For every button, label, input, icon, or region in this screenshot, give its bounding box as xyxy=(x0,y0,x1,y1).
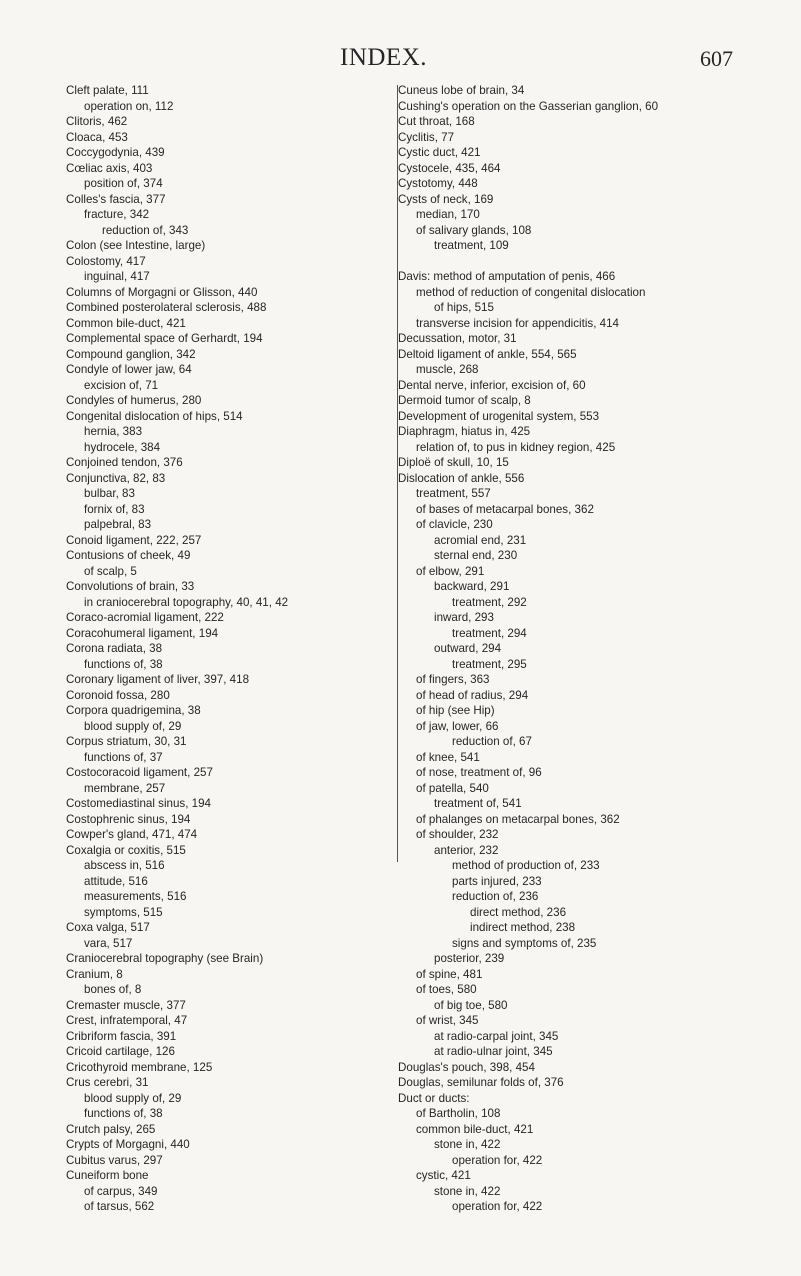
index-entry: of head of radius, 294 xyxy=(416,688,529,702)
index-entry: Dental nerve, inferior, excision of, 60 xyxy=(398,378,586,392)
index-entry: outward, 294 xyxy=(434,642,502,655)
index-entry: fornix of, 83 xyxy=(84,502,145,516)
index-entry: Cut throat, 168 xyxy=(398,115,475,128)
index-entry: Colon (see Intestine, large) xyxy=(66,239,206,252)
index-entry: Corpus striatum, 30, 31 xyxy=(66,735,187,748)
index-entry: fracture, 342 xyxy=(84,208,150,221)
index-entry: reduction of, 67 xyxy=(452,735,532,748)
index-entry: Crypts of Morgagni, 440 xyxy=(66,1138,190,1151)
index-entry: operation on, 112 xyxy=(84,99,174,113)
index-entry: position of, 374 xyxy=(84,177,163,190)
index-entry: of Bartholin, 108 xyxy=(416,1107,501,1120)
index-entry: Dislocation of ankle, 556 xyxy=(398,471,525,485)
index-entry: operation for, 422 xyxy=(452,1200,543,1213)
index-entry: Crus cerebri, 31 xyxy=(66,1076,149,1089)
index-entry: in craniocerebral topography, 40, 41, 42 xyxy=(84,595,289,609)
index-entry: Costomediastinal sinus, 194 xyxy=(66,797,212,810)
index-entry: membrane, 257 xyxy=(84,781,166,795)
index-entry: Development of urogenital system, 553 xyxy=(398,409,600,423)
index-entry: Cystic duct, 421 xyxy=(398,146,481,159)
index-entry: Corpora quadrigemina, 38 xyxy=(66,704,201,717)
index-entry: Cloaca, 453 xyxy=(66,130,128,144)
index-entry: Cyclitis, 77 xyxy=(398,130,455,144)
index-entry: at radio-carpal joint, 345 xyxy=(434,1029,559,1043)
index-entry: Douglas, semilunar folds of, 376 xyxy=(398,1076,564,1089)
index-entry: Cleft palate, 111 xyxy=(66,84,149,97)
index-entry: bones of, 8 xyxy=(84,983,142,996)
index-entry: of patella, 540 xyxy=(416,781,489,795)
index-entry: blood supply of, 29 xyxy=(84,1091,182,1105)
page-header xyxy=(0,44,801,74)
index-entry: Cremaster muscle, 377 xyxy=(66,998,186,1012)
index-entry: of wrist, 345 xyxy=(416,1014,479,1027)
index-entry: Cystocele, 435, 464 xyxy=(398,161,501,175)
index-entry: Combined posterolateral sclerosis, 488 xyxy=(66,301,267,314)
index-entry: Crutch palsy, 265 xyxy=(66,1122,156,1136)
index-entry: attitude, 516 xyxy=(84,874,148,888)
page-title: INDEX. xyxy=(340,44,428,71)
index-entry: signs and symptoms of, 235 xyxy=(452,936,597,950)
index-entry: Cranium, 8 xyxy=(66,967,123,981)
index-column-left xyxy=(66,83,396,1215)
index-entry: of nose, treatment of, 96 xyxy=(416,766,542,779)
index-column-right xyxy=(398,83,798,1215)
index-entry: method of production of, 233 xyxy=(452,859,600,872)
index-entry: Cœliac axis, 403 xyxy=(66,161,153,175)
index-entry: common bile-duct, 421 xyxy=(416,1122,534,1136)
index-entry: relation of, to pus in kidney region, 425 xyxy=(416,440,616,454)
index-entry: Cushing's operation on the Gasserian ganglion, 60 xyxy=(398,99,659,113)
index-entry: vara, 517 xyxy=(84,936,133,950)
index-entry: Congenital dislocation of hips, 514 xyxy=(66,409,243,423)
index-entry: of spine, 481 xyxy=(416,967,483,981)
index-entry: of phalanges on metacarpal bones, 362 xyxy=(416,812,620,826)
index-entry: treatment, 109 xyxy=(434,239,509,252)
index-entry: stone in, 422 xyxy=(434,1184,501,1198)
index-entry: Complemental space of Gerhardt, 194 xyxy=(66,332,263,345)
index-entry: of fingers, 363 xyxy=(416,673,490,686)
index-entry: acromial end, 231 xyxy=(434,533,527,547)
index-entry: functions of, 38 xyxy=(84,657,163,671)
index-entry: indirect method, 238 xyxy=(470,921,576,934)
index-entry: Duct or ducts: xyxy=(398,1091,470,1105)
index-entry: functions of, 38 xyxy=(84,1107,163,1120)
index-entry: Conjoined tendon, 376 xyxy=(66,456,183,469)
index-entry: Coracohumeral ligament, 194 xyxy=(66,626,219,640)
index-entry: excision of, 71 xyxy=(84,378,159,392)
index-entry: parts injured, 233 xyxy=(452,874,542,888)
index-entry: Condyle of lower jaw, 64 xyxy=(66,363,192,376)
index-entry: Coraco-acromial ligament, 222 xyxy=(66,611,224,624)
index-entry: of jaw, lower, 66 xyxy=(416,719,499,733)
index-entry: Cowper's gland, 471, 474 xyxy=(66,828,198,841)
index-entry: symptoms, 515 xyxy=(84,905,163,919)
index-entry: Craniocerebral topography (see Brain) xyxy=(66,952,264,965)
index-entry: measurements, 516 xyxy=(84,890,187,903)
index-entry: Coronoid fossa, 280 xyxy=(66,688,170,702)
index-entry: hydrocele, 384 xyxy=(84,440,161,454)
index-entry: sternal end, 230 xyxy=(434,549,518,562)
index-entry: Cribriform fascia, 391 xyxy=(66,1029,177,1043)
index-entry: anterior, 232 xyxy=(434,843,499,857)
index-entry: Decussation, motor, 31 xyxy=(398,332,517,345)
index-entry: Cysts of neck, 169 xyxy=(398,192,494,206)
index-entry: Coccygodynia, 439 xyxy=(66,146,165,159)
index-entry: blood supply of, 29 xyxy=(84,719,182,733)
index-entry: stone in, 422 xyxy=(434,1138,501,1151)
index-entry: muscle, 268 xyxy=(416,363,479,376)
index-entry: inward, 293 xyxy=(434,611,494,624)
index-entry: of big toe, 580 xyxy=(434,998,508,1012)
index-entry: Costophrenic sinus, 194 xyxy=(66,812,191,826)
index-entry: Dermoid tumor of scalp, 8 xyxy=(398,394,531,407)
index-entry: Common bile-duct, 421 xyxy=(66,316,186,330)
index-entry: of salivary glands, 108 xyxy=(416,223,532,237)
index-entry xyxy=(398,254,798,270)
index-entry: treatment, 557 xyxy=(416,487,491,500)
index-entry: Cubitus varus, 297 xyxy=(66,1153,163,1167)
index-entry: direct method, 236 xyxy=(470,905,567,919)
index-entry: Coxalgia or coxitis, 515 xyxy=(66,843,186,857)
index-entry: functions of, 37 xyxy=(84,750,163,764)
index-entry: Cricothyroid membrane, 125 xyxy=(66,1060,213,1074)
index-entry: hernia, 383 xyxy=(84,425,143,438)
index-entry: Cuneiform bone xyxy=(66,1169,149,1182)
index-entry: treatment of, 541 xyxy=(434,797,522,810)
index-entry: treatment, 294 xyxy=(452,626,527,640)
index-entry: Crest, infratemporal, 47 xyxy=(66,1014,188,1027)
index-entry: cystic, 421 xyxy=(416,1169,471,1182)
index-entry: posterior, 239 xyxy=(434,952,505,965)
index-entry: Columns of Morgagni or Glisson, 440 xyxy=(66,285,258,299)
index-entry: of shoulder, 232 xyxy=(416,828,499,841)
index-entry: treatment, 292 xyxy=(452,595,527,609)
index-entry: Conjunctiva, 82, 83 xyxy=(66,471,166,485)
index-entry: reduction of, 236 xyxy=(452,890,539,903)
index-entry: Corona radiata, 38 xyxy=(66,642,163,655)
page-number: 607 xyxy=(700,46,733,71)
index-entry: of knee, 541 xyxy=(416,750,480,764)
index-entry: method of reduction of congenital dislocation xyxy=(416,285,646,299)
index-entry: of carpus, 349 xyxy=(84,1184,158,1198)
index-entry: Convolutions of brain, 33 xyxy=(66,580,195,593)
index-entry: palpebral, 83 xyxy=(84,518,152,531)
index-entry: transverse incision for appendicitis, 414 xyxy=(416,316,619,330)
index-entry: of hips, 515 xyxy=(434,301,494,314)
index-entry: at radio-ulnar joint, 345 xyxy=(434,1045,553,1058)
index-entry: backward, 291 xyxy=(434,580,510,593)
index-entry: bulbar, 83 xyxy=(84,487,135,500)
index-entry: Condyles of humerus, 280 xyxy=(66,394,202,407)
index-entry: Costocoracoid ligament, 257 xyxy=(66,766,213,779)
index-entry: of scalp, 5 xyxy=(84,564,137,578)
index-entry: Coxa valga, 517 xyxy=(66,921,150,934)
index-entry: of clavicle, 230 xyxy=(416,518,493,531)
index-entry: Davis: method of amputation of penis, 466 xyxy=(398,270,616,283)
index-entry: of toes, 580 xyxy=(416,983,477,996)
index-entry: Diaphragm, hiatus in, 425 xyxy=(398,425,531,438)
index-entry: operation for, 422 xyxy=(452,1153,543,1167)
index-entry: abscess in, 516 xyxy=(84,859,165,872)
index-entry: treatment, 295 xyxy=(452,657,527,671)
index-entry: Colles's fascia, 377 xyxy=(66,192,166,206)
index-entry: of elbow, 291 xyxy=(416,564,485,578)
index-entry: Compound ganglion, 342 xyxy=(66,347,196,361)
index-entry: Contusions of cheek, 49 xyxy=(66,549,191,562)
index-entry: inguinal, 417 xyxy=(84,270,150,283)
index-entry: reduction of, 343 xyxy=(102,223,189,237)
index-entry: Cricoid cartilage, 126 xyxy=(66,1045,175,1058)
index-entry: of tarsus, 562 xyxy=(84,1200,155,1213)
index-entry: Diploë of skull, 10, 15 xyxy=(398,456,509,469)
index-entry: Conoid ligament, 222, 257 xyxy=(66,533,202,547)
index-entry: of hip (see Hip) xyxy=(416,704,495,717)
index-entry: Cuneus lobe of brain, 34 xyxy=(398,84,525,97)
index-entry: Coronary ligament of liver, 397, 418 xyxy=(66,673,250,686)
index-entry: Cystotomy, 448 xyxy=(398,177,478,190)
index-entry: Clitoris, 462 xyxy=(66,115,128,128)
index-entry: Douglas's pouch, 398, 454 xyxy=(398,1060,535,1074)
index-entry: Colostomy, 417 xyxy=(66,254,146,268)
index-entry: Deltoid ligament of ankle, 554, 565 xyxy=(398,347,577,361)
index-entry: of bases of metacarpal bones, 362 xyxy=(416,502,594,516)
index-entry: median, 170 xyxy=(416,208,480,221)
